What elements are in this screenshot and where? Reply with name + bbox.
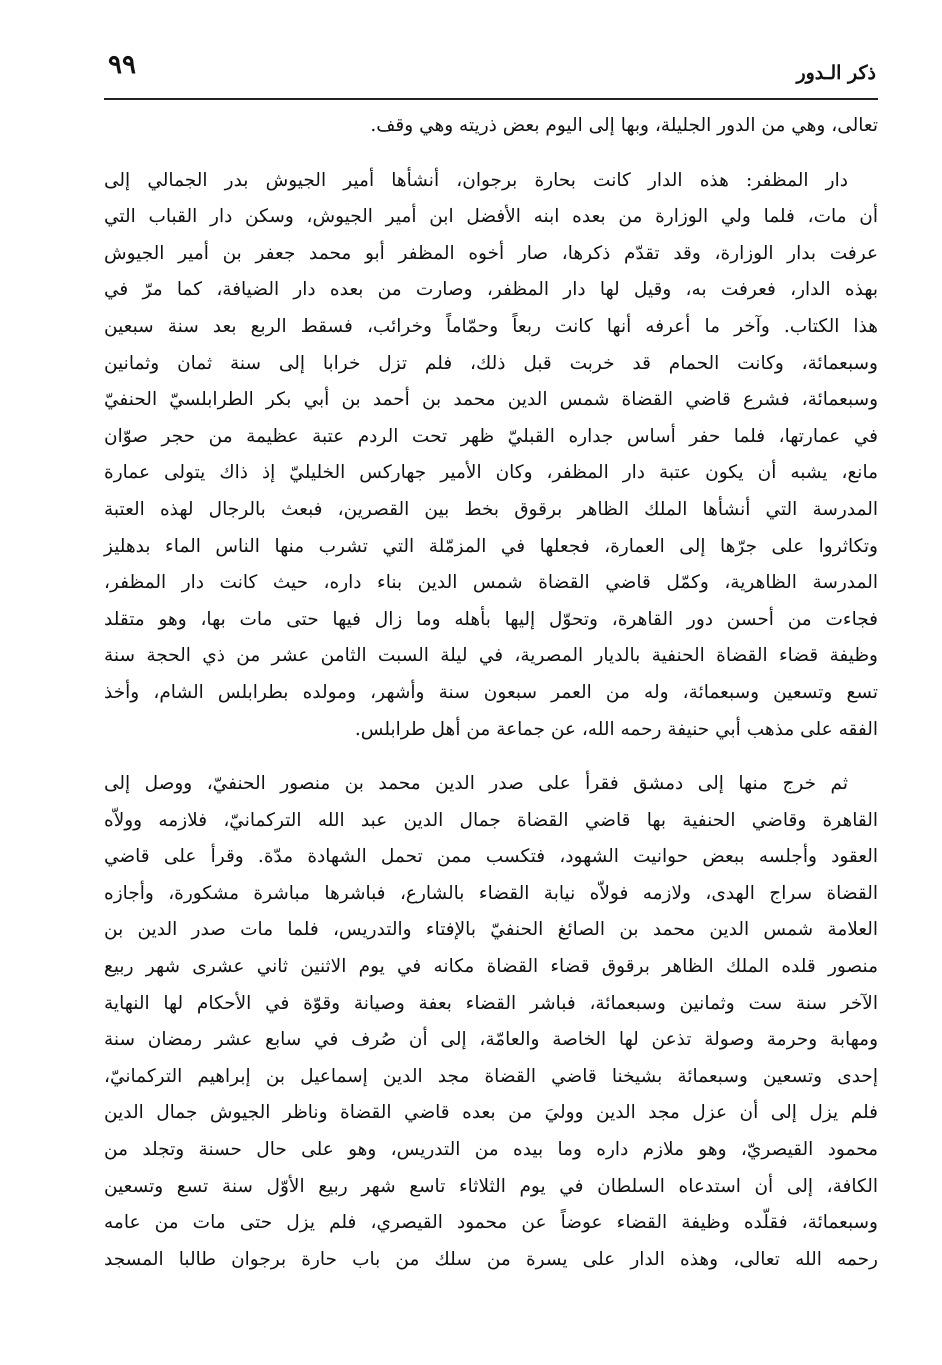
text-line: فلم يزل إلى أن عزل مجد الدين ووليَ من بعده قاضي القضاة وناظر الجيوش جمال الدين — [104, 1102, 878, 1124]
paragraph-biography — [104, 766, 878, 1278]
text-line: وسبعمائة، فقلّده وظيفة القضاء عوضاً عن محمود القيصري، فلم يزل حتى مات من عامه — [104, 1212, 878, 1234]
text-line: ثم خرج منها إلى دمشق فقرأ على صدر الدين محمد بن منصور الحنفيّ، ووصل إلى — [104, 773, 848, 795]
text-line: العلامة شمس الدين محمد بن الصائغ الحنفيّ بالإفتاء والتدريس، فلما مات صدر الدين بن — [104, 919, 878, 941]
text-line: إحدى وتسعين وسبعمائة بشيخنا قاضي القضاة مجد الدين إسماعيل بن إبراهيم التركمانيّ، — [104, 1065, 878, 1087]
text-line: ومهابة وحرمة وصولة تذعن لها الخاصة والعامّة، إلى أن صُرف في سابع عشر رمضان سنة — [104, 1029, 878, 1051]
text-line: تسع وتسعين وسبعمائة، وله من العمر سبعون سنة وأشهر، ومولده بطرابلس الشام، وأخذ — [104, 681, 878, 703]
text-line: فجاءت من أحسن دور القاهرة، وتحوّل إليها بأهله وما زال فيها حتى مات بها، وهو متقلد — [104, 608, 878, 630]
text-line: تعالى، وهي من الدور الجليلة، وبها إلى اليوم بعض ذريته وهي وقف. — [370, 115, 878, 136]
text-line: وظيفة قضاء القضاة الحنفية بالديار المصرية، في ليلة السبت الثامن عشر من ذي الحجة سنة — [104, 645, 878, 667]
text-line: رحمه الله تعالى، وهذه الدار على يسرة من سلك من باب حارة برجوان طالبا المسجد — [104, 1248, 878, 1270]
text-line: مانع، يشبه أن يكون عتبة دار المظفر، وكان الأمير جهاركس الخليليّ إذ ذاك يتولى عمارة — [104, 462, 878, 484]
text-line: العقود وأجلسه ببعض حوانيت الشهود، فتكسب ممن تحمل الشهادة مدّة. وقرأ على قاضي — [104, 846, 878, 868]
running-title: ذكر الـدور — [796, 62, 876, 84]
text-line: في عمارتها، فلما حفر أساس جداره القبليّ ظهر تحت الردم عتبة عظيمة من حجر صوّان — [104, 425, 878, 447]
text-line: المدرسة الظاهرية، وكمّل قاضي القضاة شمس الدين بناء داره، حيث كانت دار المظفر، — [104, 572, 878, 594]
text-line: الفقه على مذهب أبي حنيفة رحمه الله، عن جماعة من أهل طرابلس. — [354, 718, 878, 740]
text-line: منصور قلده الملك الظاهر برقوق قضاء القضاة مكانه في يوم الاثنين ثاني عشرى شهر ربيع — [104, 956, 878, 978]
text-line: بهذه الدار، فعرفت به، وقيل لها دار المظفر، وصارت من بعده دار الضيافة، كما مرّ في — [104, 279, 878, 301]
text-line: أن مات، فلما ولي الوزارة من بعده ابنه الأفضل ابن أمير الجيوش، وسكن دار القباب التي — [104, 206, 878, 228]
text-line: القاهرة وقاضي الحنفية بها قاضي القضاة جمال الدين عبد الله التركمانيّ، فلازمه وولاّه — [104, 809, 878, 831]
text-line: دار المظفر: هذه الدار كانت بحارة برجوان، أنشأها أمير الجيوش بدر الجمالي إلى — [104, 169, 848, 191]
page-number: ٩٩ — [108, 50, 136, 80]
text-line: الكافة، إلى أن استدعاه السلطان في يوم الثلاثاء تاسع شهر ربيع الأوّل سنة تسع وتسعين — [104, 1175, 878, 1197]
page-header — [104, 48, 878, 100]
text-line: القضاة سراج الهدى، ولازمه فولاّه نيابة القضاء بالشارع، فباشرها مباشرة مشكورة، وأجازه — [104, 882, 878, 904]
text-line: وسبعمائة، وكانت الحمام قد خربت قبل ذلك، فلم تزل خرابا إلى سنة ثمان وثمانين — [104, 352, 878, 374]
text-line: محمود القيصريّ، وهو ملازم داره وما بيده من التدريس، وهو على حال حسنة وتجلد من — [104, 1139, 878, 1161]
paragraph-dar-al-muzaffar — [104, 163, 878, 749]
text-line: وتكاثروا على جرّها إلى العمارة، فجعلها في المزمّلة التي تشرب منها الناس الماء بدهليز — [104, 535, 878, 557]
body-text — [104, 108, 878, 1278]
paragraph-continuation — [104, 108, 878, 145]
text-line: الآخر سنة ست وثمانين وسبعمائة، فباشر القضاء بعفة وصيانة وقوّة في الأحكام لها النهاية — [104, 992, 878, 1014]
text-line: عرفت بدار الوزارة، وقد تقدّم ذكرها، صار أخوه المظفر أبو محمد جعفر بن أمير الجيوش — [104, 242, 878, 264]
text-line: وسبعمائة، فشرع قاضي القضاة شمس الدين محمد بن أحمد بن أبي بكر الطرابلسيّ الحنفيّ — [104, 389, 878, 411]
text-line: هذا الكتاب. وآخر ما أعرفه أنها كانت ربعاً وحمّاماً وخرائب، فسقط الربع بعد سنة سبعين — [104, 315, 878, 337]
text-line: المدرسة التي أنشأها الملك الظاهر برقوق بخط بين القصرين، فبعث بالرجال لهذه العتبة — [104, 498, 878, 520]
